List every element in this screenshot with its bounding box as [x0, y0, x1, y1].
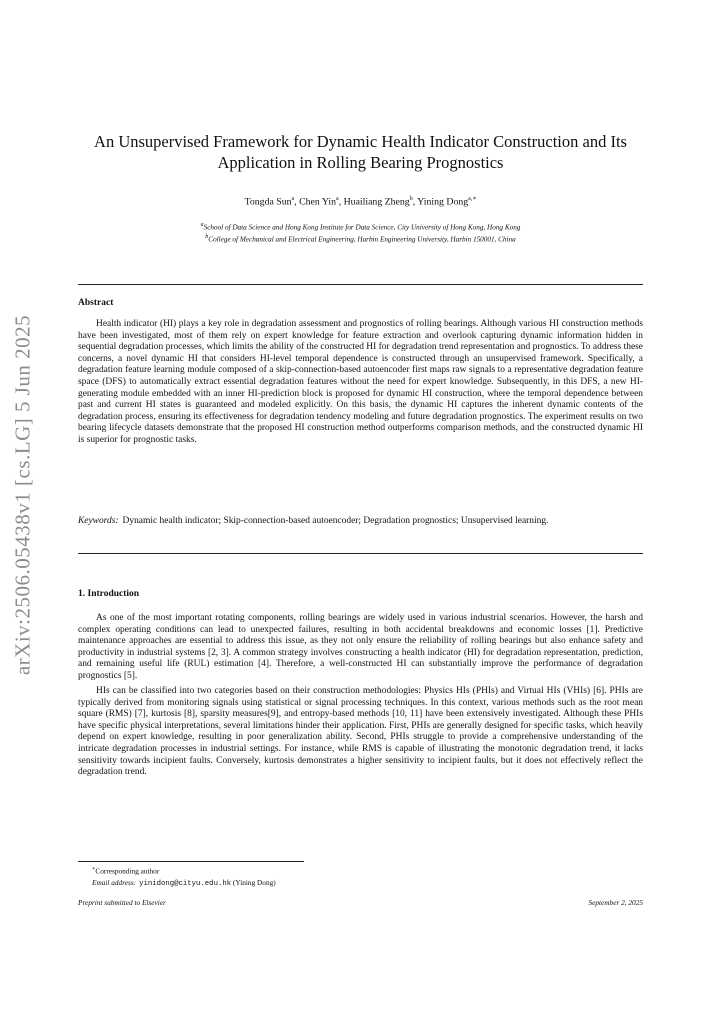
footer-date: September 2, 2025: [588, 898, 643, 907]
keywords: [78, 515, 643, 527]
author-mark: a: [291, 196, 295, 202]
arxiv-watermark: [3, 300, 43, 690]
author-mark: a,∗: [468, 196, 477, 202]
email-owner: (Yining Dong): [232, 878, 276, 887]
footnote-corresponding: ∗Corresponding author: [92, 866, 160, 876]
affiliations: [78, 220, 643, 245]
author-mark: b: [409, 196, 413, 202]
author-mark: a: [336, 196, 339, 202]
author-list: Tongda Sun$^a$, Chen Yin$^a$, Huailiang Zheng$^b$, Yining Dong$^{a,∗}$: [244, 196, 477, 208]
section-heading: 1. Introduction: [78, 589, 140, 599]
footnote-email: [92, 878, 276, 888]
footnote-rule: [78, 861, 304, 862]
arxiv-id: arXiv:2506.05438v1 [cs.LG] 5 Jun 2025: [10, 314, 35, 676]
paragraph: HIs can be classified into two categories based on their construction methodologies: Physics HIs (PHIs) and Virtual HIs (VHIs) [6]. PHIs are typically derived from monitoring signals using statistical or signal processing techniques. In this context, various methods such as the root mean square (RMS) [7], kurtosis [8], sparsity measures[9], and entropy-based methods [10, 11] have been extensively investigated. Although these PHIs have specific physical interpretations, several limitations hinder their application. First, PHIs are generally designed for specific tasks, which heavily depend on expert knowledge, resulting in poor generalization ability. Second, PHIs struggle to provide a comprehensive understanding of the intricate degradation processes in industrial settings. For instance, while RMS is capable of illustrating the monotonic degradation trend, it lacks sensitivity towards incipient faults. Conversely, kurtosis demonstrates a higher sensitivity to incipient faults, but it does not effectively reflect the degradation trend.: [78, 686, 643, 778]
abstract-text: Health indicator (HI) plays a key role in degradation assessment and prognostics of rolling bearings. Although various HI construction methods have been investigated, most of them rely on expert knowledge for feature extraction and overlook capturing dynamic information hidden in sequential degradation processes, which limits the ability of the constructed HI for degradation trend representation and prognostics. To address these concerns, a novel dynamic HI that considers HI-level temporal dependence is constructed through an unsupervised framework. Specifically, a degradation feature learning module composed of a skip-connection-based autoencoder first maps raw signals to a representative degradation feature space (DFS) to automatically extract essential degradation features without the need for expert knowledge. Subsequently, in this DFS, a new HI-generating module embedded with an inner HI-prediction block is proposed for dynamic HI construction, where the temporal dependence between past and current HI states is guaranteed and modeled explicitly. On this basis, the dynamic HI captures the inherent dynamic contents of the degradation process, ensuring its effectiveness for degradation tendency modeling and future degradation prognostics. The experiment results on two bearing lifecycle datasets demonstrate that the proposed HI construction method outperforms comparison methods, and the constructed dynamic HI is superior for prognostic tasks.: [78, 319, 643, 445]
footnote-mark: ∗: [92, 867, 96, 872]
keywords-label: Keywords:: [78, 516, 119, 526]
affiliation-mark: a: [200, 222, 204, 228]
author: Chen Yin: [299, 196, 337, 208]
author: Yining Dong: [417, 196, 469, 208]
paper-title: An Unsupervised Framework for Dynamic Health Indicator Construction and Its Application in Rolling Bearing Prognostics: [94, 132, 627, 172]
email-address[interactable]: yinidong@cityu.edu.hk: [139, 880, 232, 888]
abstract-top-rule: [78, 284, 643, 285]
author: Huailiang Zheng: [343, 196, 410, 208]
affiliation: $^a$School of Data Science and Hong Kong Institute for Data Science, City University of Hong Kong, Hong Kong: [200, 222, 521, 232]
affiliation: $^b$College of Mechanical and Electrical Engineering, Harbin Engineering University, Harbin 150001, China: [205, 234, 516, 244]
affiliation-mark: b: [205, 234, 209, 241]
abstract-bottom-rule: [78, 553, 643, 554]
email-label: Email address:: [92, 878, 137, 887]
footer-preprint: Preprint submitted to Elsevier: [78, 898, 166, 907]
abstract-heading: Abstract: [78, 298, 114, 308]
keywords-text: Dynamic health indicator; Skip-connection-based autoencoder; Degradation prognostics; Unsupervised learning.: [122, 516, 549, 526]
paragraph: As one of the most important rotating components, rolling bearings are widely used in various industrial scenarios. However, the harsh and complex operating conditions can lead to unexpected failures, resulting in both accidental breakdowns and economic losses [1]. Predictive maintenance approaches are essential to address this issue, as they not only ensure the reliability of rolling bearings but also enhance safety and productivity in industrial systems [2, 3]. A common strategy involves constructing a health indicator (HI) for degradation representation, prediction, and remaining useful life (RUL) estimation [4]. Therefore, a well-constructed HI can substantially improve the performance of degradation prognostics [5].: [78, 613, 643, 681]
author: Tongda Sun: [244, 196, 292, 208]
